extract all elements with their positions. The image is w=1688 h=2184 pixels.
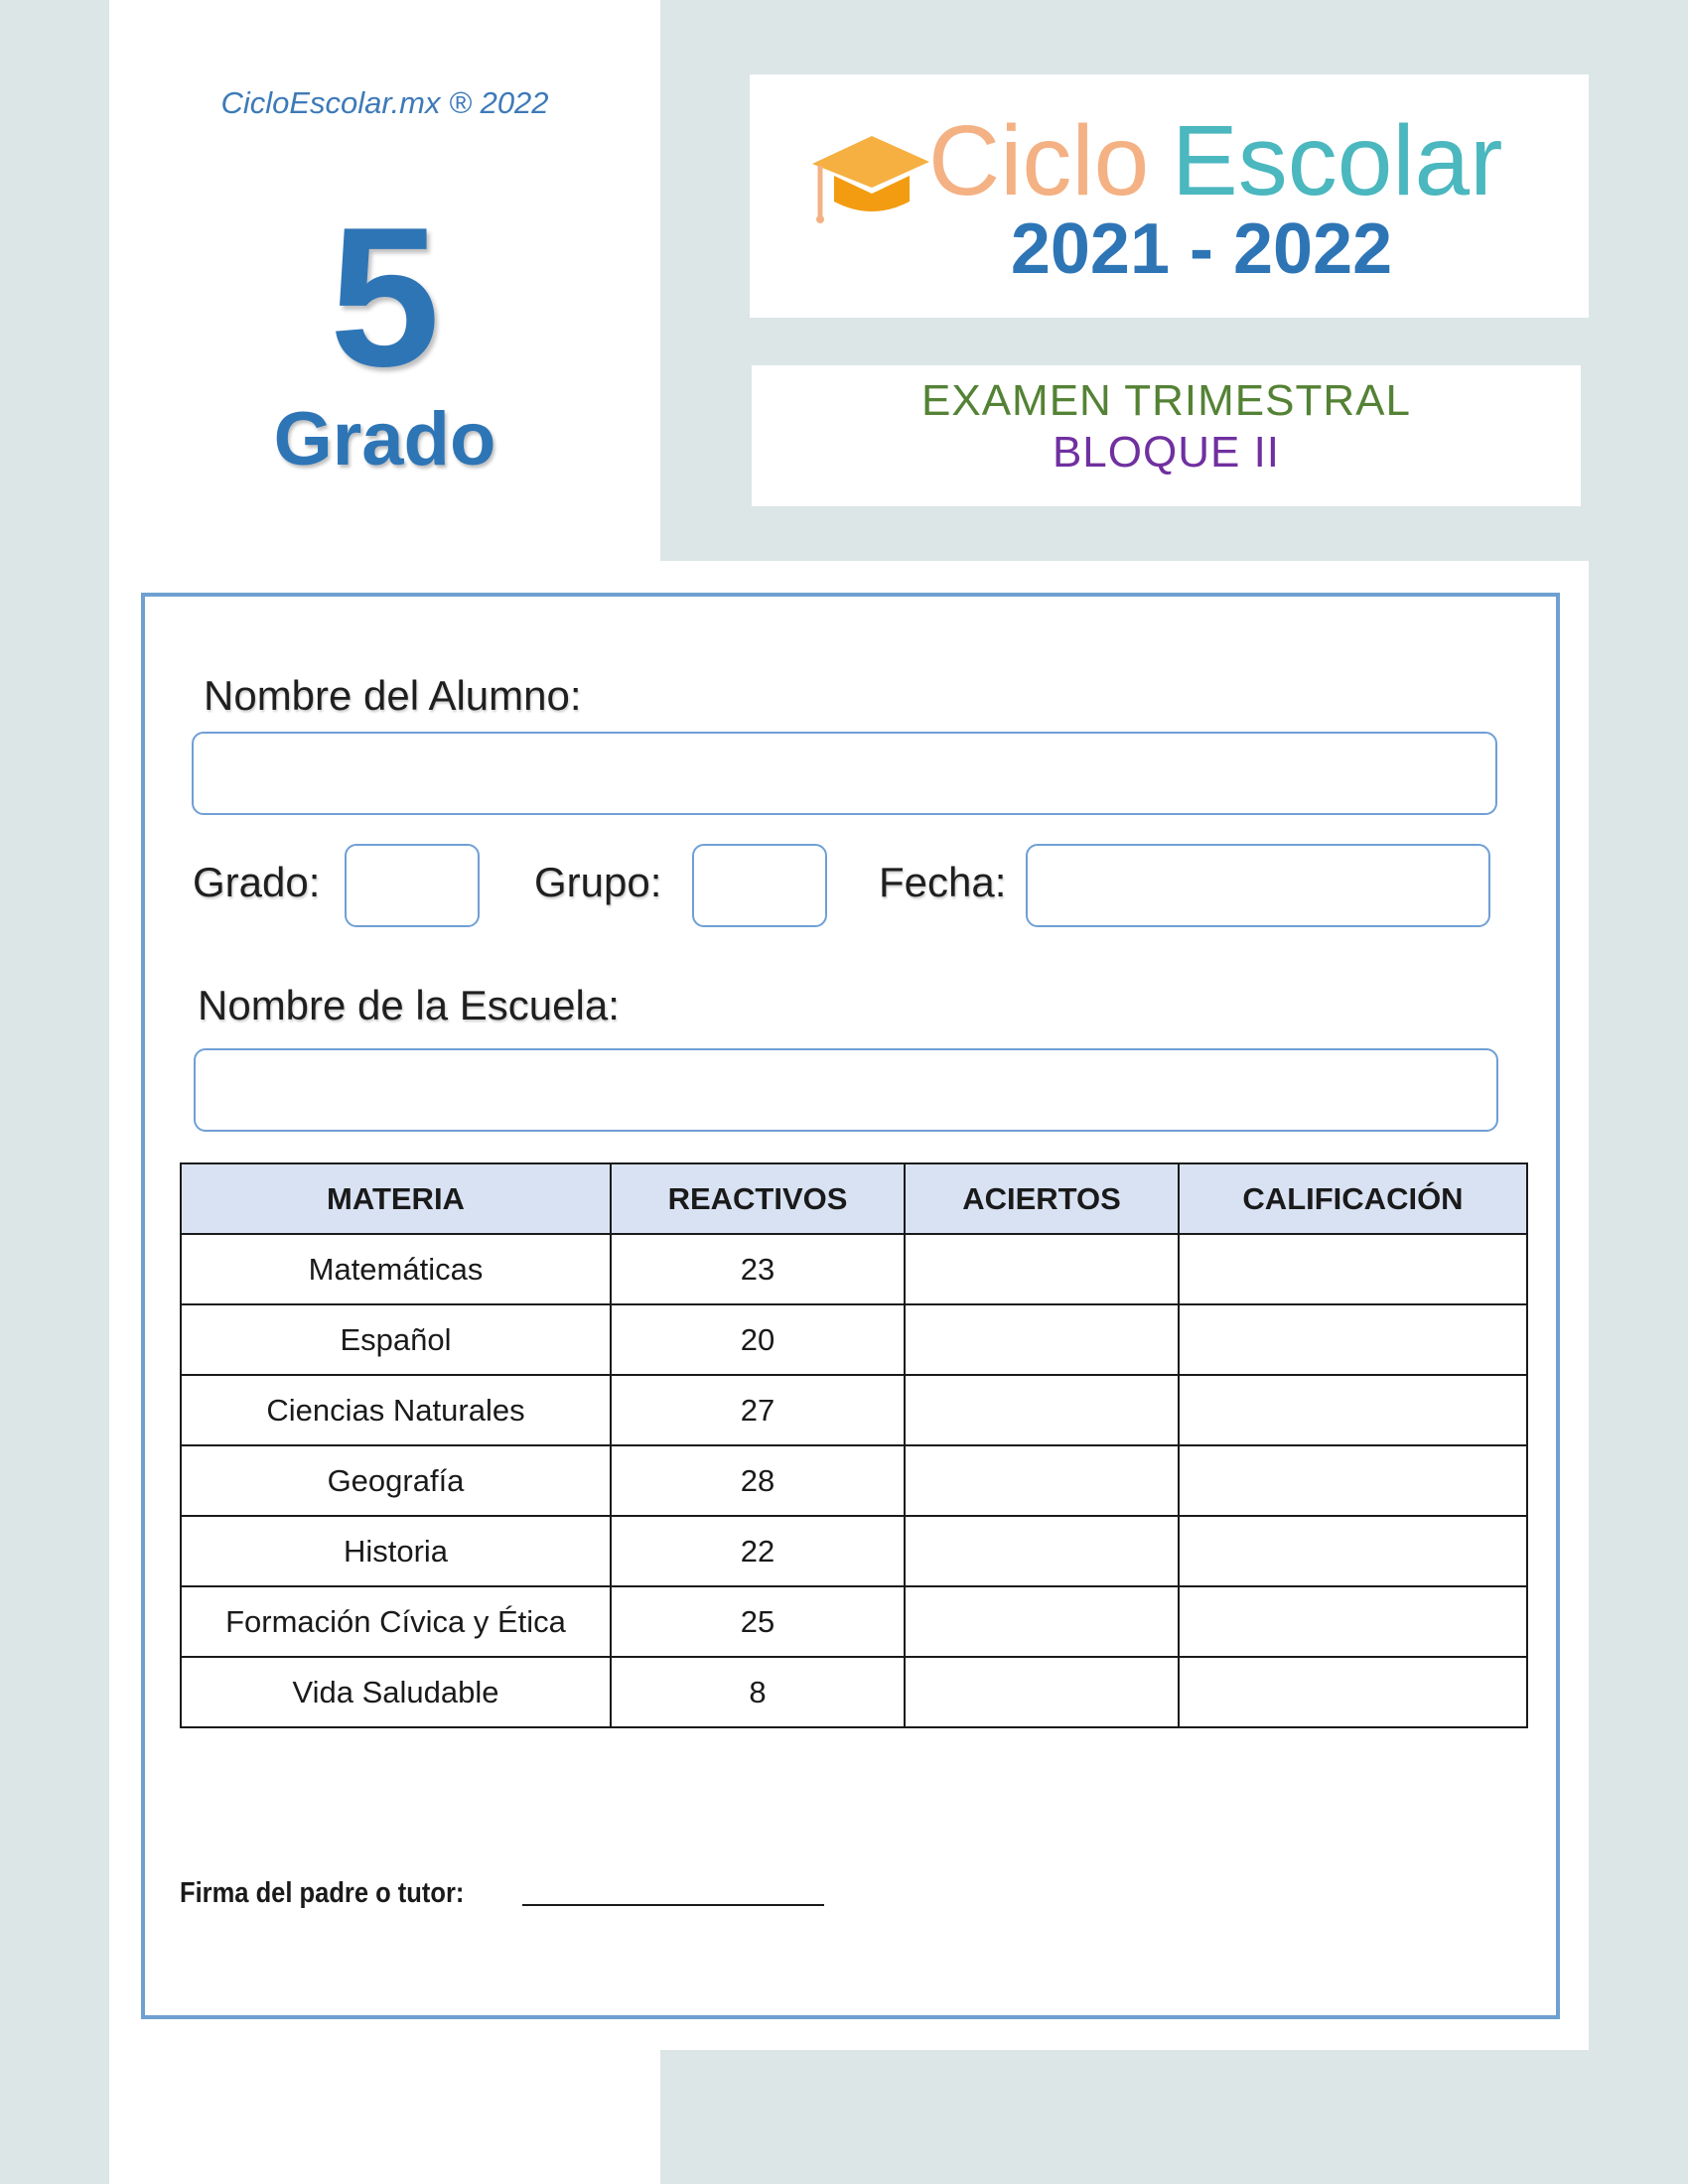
table-row [181,1304,1527,1375]
items-cell: 20 [611,1304,905,1375]
grade-field[interactable] [345,844,480,927]
subject-cell: Matemáticas [181,1234,611,1304]
school-name-field[interactable] [194,1048,1498,1132]
subject-cell: Formación Cívica y Ética [181,1586,611,1657]
score-cell[interactable] [1179,1375,1527,1445]
table-row [181,1234,1527,1304]
site-credit: CicloEscolar.mx ® 2022 [220,85,549,120]
student-name-field[interactable] [192,732,1497,815]
score-cell[interactable] [1179,1304,1527,1375]
correct-cell[interactable] [905,1657,1179,1727]
items-cell: 23 [611,1234,905,1304]
graduation-cap-icon [802,124,931,223]
grades-table [180,1162,1528,1728]
date-field[interactable] [1026,844,1490,927]
correct-cell[interactable] [905,1586,1179,1657]
date-field-label: Fecha: [879,859,1007,905]
signature-label: Firma del padre o tutor: [180,1877,465,1909]
items-cell: 22 [611,1516,905,1586]
column-header-items: REACTIVOS [611,1163,905,1234]
correct-cell[interactable] [905,1234,1179,1304]
group-field-label: Grupo: [534,859,662,905]
exam-block: BLOQUE II [1052,428,1281,477]
items-cell: 25 [611,1586,905,1657]
score-cell[interactable] [1179,1657,1527,1727]
score-cell[interactable] [1179,1234,1527,1304]
subject-cell: Vida Saludable [181,1657,611,1727]
table-row [181,1445,1527,1516]
column-header-correct: ACIERTOS [905,1163,1179,1234]
school-name-label: Nombre de la Escuela: [198,982,620,1028]
items-cell: 28 [611,1445,905,1516]
items-cell: 27 [611,1375,905,1445]
school-year: 2021 - 2022 [1010,209,1393,289]
score-cell[interactable] [1179,1445,1527,1516]
subject-cell: Geografía [181,1445,611,1516]
student-name-label: Nombre del Alumno: [204,672,582,719]
score-cell[interactable] [1179,1516,1527,1586]
exam-title: EXAMEN TRIMESTRAL [921,376,1411,425]
logo-word-ciclo: Ciclo [928,105,1150,216]
score-cell[interactable] [1179,1586,1527,1657]
column-header-subject: MATERIA [181,1163,611,1234]
subject-cell: Ciencias Naturales [181,1375,611,1445]
correct-cell[interactable] [905,1304,1179,1375]
table-row [181,1586,1527,1657]
correct-cell[interactable] [905,1445,1179,1516]
column-header-score: CALIFICACIÓN [1179,1163,1527,1234]
table-row [181,1657,1527,1727]
grade-label: Grado [273,397,496,481]
signature-line[interactable] [522,1904,824,1906]
table-header-row [181,1163,1527,1234]
correct-cell[interactable] [905,1516,1179,1586]
table-row [181,1516,1527,1586]
table-row [181,1375,1527,1445]
items-cell: 8 [611,1657,905,1727]
correct-cell[interactable] [905,1375,1179,1445]
logo-word-escolar: Escolar [1172,105,1503,216]
grade-field-label: Grado: [193,859,321,905]
subject-cell: Historia [181,1516,611,1586]
grade-number: 5 [329,187,441,408]
subject-cell: Español [181,1304,611,1375]
group-field[interactable] [692,844,827,927]
